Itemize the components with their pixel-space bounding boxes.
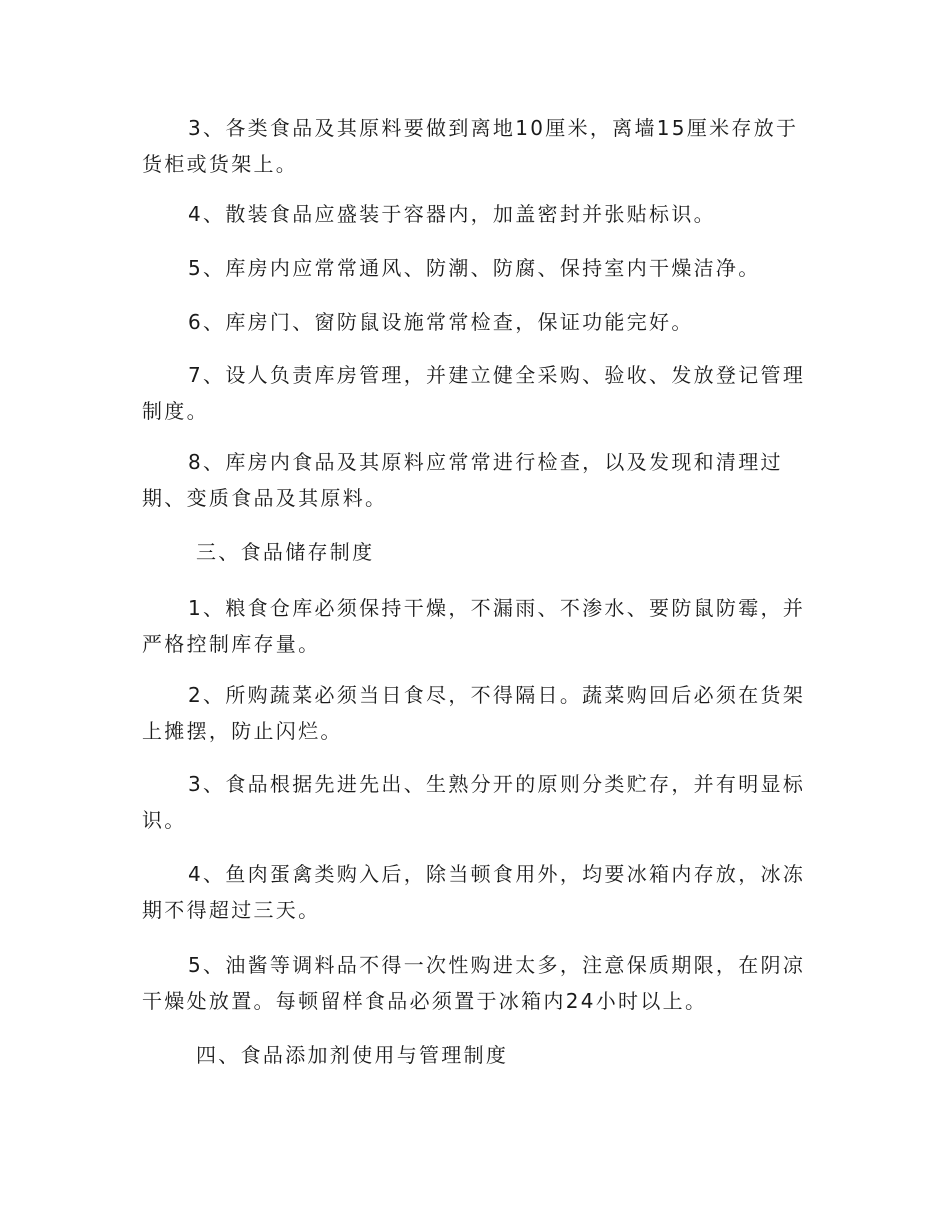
paragraph-food-storage-5: 5、油酱等调料品不得一次性购进太多，注意保质期限，在阴凉干燥处放置。每顿留样食品必须置于冰箱内24小时以上。 (142, 953, 806, 1013)
paragraph-storage-rule-6: 6、库房门、窗防鼠设施常常检查，保证功能完好。 (188, 310, 694, 334)
section-heading-food-additives: 四、食品添加剂使用与管理制度 (196, 1043, 509, 1067)
paragraph-storage-rule-4: 4、散装食品应盛装于容器内，加盖密封并张贴标识。 (188, 202, 716, 226)
paragraph-storage-rule-3: 3、各类食品及其原料要做到离地10厘米，离墙15厘米存放于货柜或货架上。 (142, 116, 799, 176)
paragraph-food-storage-1: 1、粮食仓库必须保持干燥，不漏雨、不渗水、要防鼠防霉，并严格控制库存量。 (142, 596, 806, 656)
paragraph-food-storage-3: 3、食品根据先进先出、生熟分开的原则分类贮存，并有明显标识。 (142, 772, 806, 832)
section-heading-food-storage: 三、食品储存制度 (196, 540, 375, 564)
paragraph-storage-rule-5: 5、库房内应常常通风、防潮、防腐、保持室内干燥洁净。 (188, 256, 761, 280)
paragraph-food-storage-4: 4、鱼肉蛋禽类购入后，除当顿食用外，均要冰箱内存放，冰冻期不得超过三天。 (142, 862, 806, 922)
paragraph-food-storage-2: 2、所购蔬菜必须当日食尽，不得隔日。蔬菜购回后必须在货架上摊摆，防止闪烂。 (142, 683, 806, 743)
paragraph-storage-rule-8: 8、库房内食品及其原料应常常进行检查，以及发现和清理过期、变质食品及其原料。 (142, 450, 783, 510)
paragraph-storage-rule-7: 7、设人负责库房管理，并建立健全采购、验收、发放登记管理制度。 (142, 363, 806, 423)
